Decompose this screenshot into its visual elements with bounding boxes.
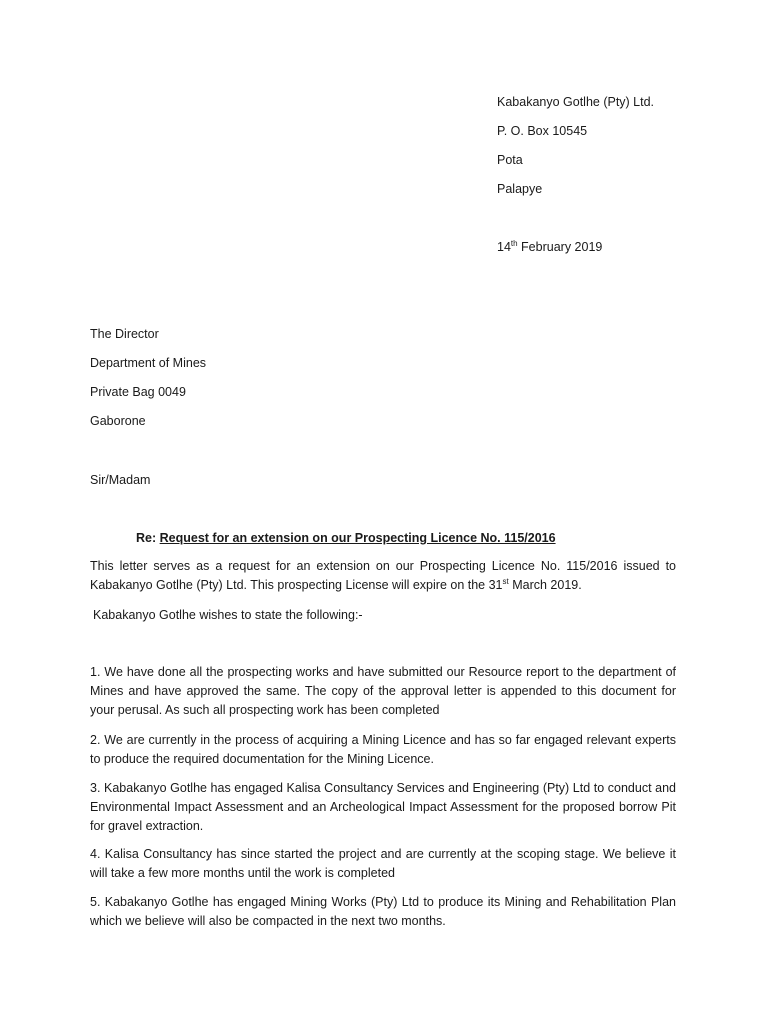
sender-company: Kabakanyo Gotlhe (Pty) Ltd. bbox=[497, 95, 655, 109]
item-5-text: 5. Kabakanyo Gotlhe has engaged Mining Works (Pty) Ltd to produce its Mining and Rehabilitation Plan which we believe will also be compacted in the next two months. bbox=[90, 895, 676, 928]
sender-po-box: P. O. Box 10545 bbox=[497, 124, 588, 138]
statement-paragraph bbox=[90, 606, 679, 625]
list-item bbox=[90, 731, 676, 769]
sender-city: Palapye bbox=[497, 182, 543, 196]
item-2-text: 2. We are currently in the process of acquiring a Mining Licence and has so far engaged relevant experts to produce the required documentation for the Mining Licence. bbox=[90, 733, 676, 766]
item-1-text: 1. We have done all the prospecting works and have submitted our Resource report to the department of Mines and have approved the same. The copy of the approval letter is appended to this document for your perusal. As such all prospecting work has been completed bbox=[90, 665, 676, 717]
sender-town: Pota bbox=[497, 153, 523, 167]
list-item bbox=[90, 893, 676, 931]
intro-text-2: March 2019. bbox=[508, 578, 582, 592]
subject-prefix: Re: bbox=[136, 531, 160, 545]
date-rest: February 2019 bbox=[517, 240, 603, 254]
list-item bbox=[90, 663, 676, 720]
salutation: Sir/Madam bbox=[90, 473, 151, 487]
recipient-city: Gaborone bbox=[90, 414, 146, 428]
item-3-text: 3. Kabakanyo Gotlhe has engaged Kalisa Consultancy Services and Engineering (Pty) Ltd to conduct and Environmental Impact Assessment and an Archeological Impact Assessment for the proposed borrow Pit for gravel extraction. bbox=[90, 781, 676, 833]
subject-line bbox=[136, 529, 556, 548]
intro-paragraph bbox=[90, 557, 676, 595]
statement-text: Kabakanyo Gotlhe wishes to state the following:- bbox=[93, 608, 363, 622]
recipient-address bbox=[90, 325, 206, 441]
recipient-title: The Director bbox=[90, 327, 159, 341]
list-item bbox=[90, 845, 676, 883]
sender-address bbox=[497, 93, 654, 209]
item-4-text: 4. Kalisa Consultancy has since started the project and are currently at the scoping stage. We believe it will take a few more months until the work is completed bbox=[90, 847, 676, 880]
recipient-department: Department of Mines bbox=[90, 356, 207, 370]
date-suffix: th bbox=[510, 238, 518, 248]
recipient-bag: Private Bag 0049 bbox=[90, 385, 186, 399]
intro-text-1: This letter serves as a request for an extension on our Prospecting Licence No. 115/2016 issued to Kabakanyo Gotlhe (Pty) Ltd. This prospecting License will expire on the 31 bbox=[90, 559, 676, 592]
letter-date bbox=[497, 238, 602, 257]
date-day: 14 bbox=[497, 240, 511, 254]
subject-title: Request for an extension on our Prospecting Licence No. 115/2016 bbox=[159, 531, 556, 545]
list-item bbox=[90, 779, 676, 836]
intro-date-suffix: st bbox=[502, 576, 509, 586]
